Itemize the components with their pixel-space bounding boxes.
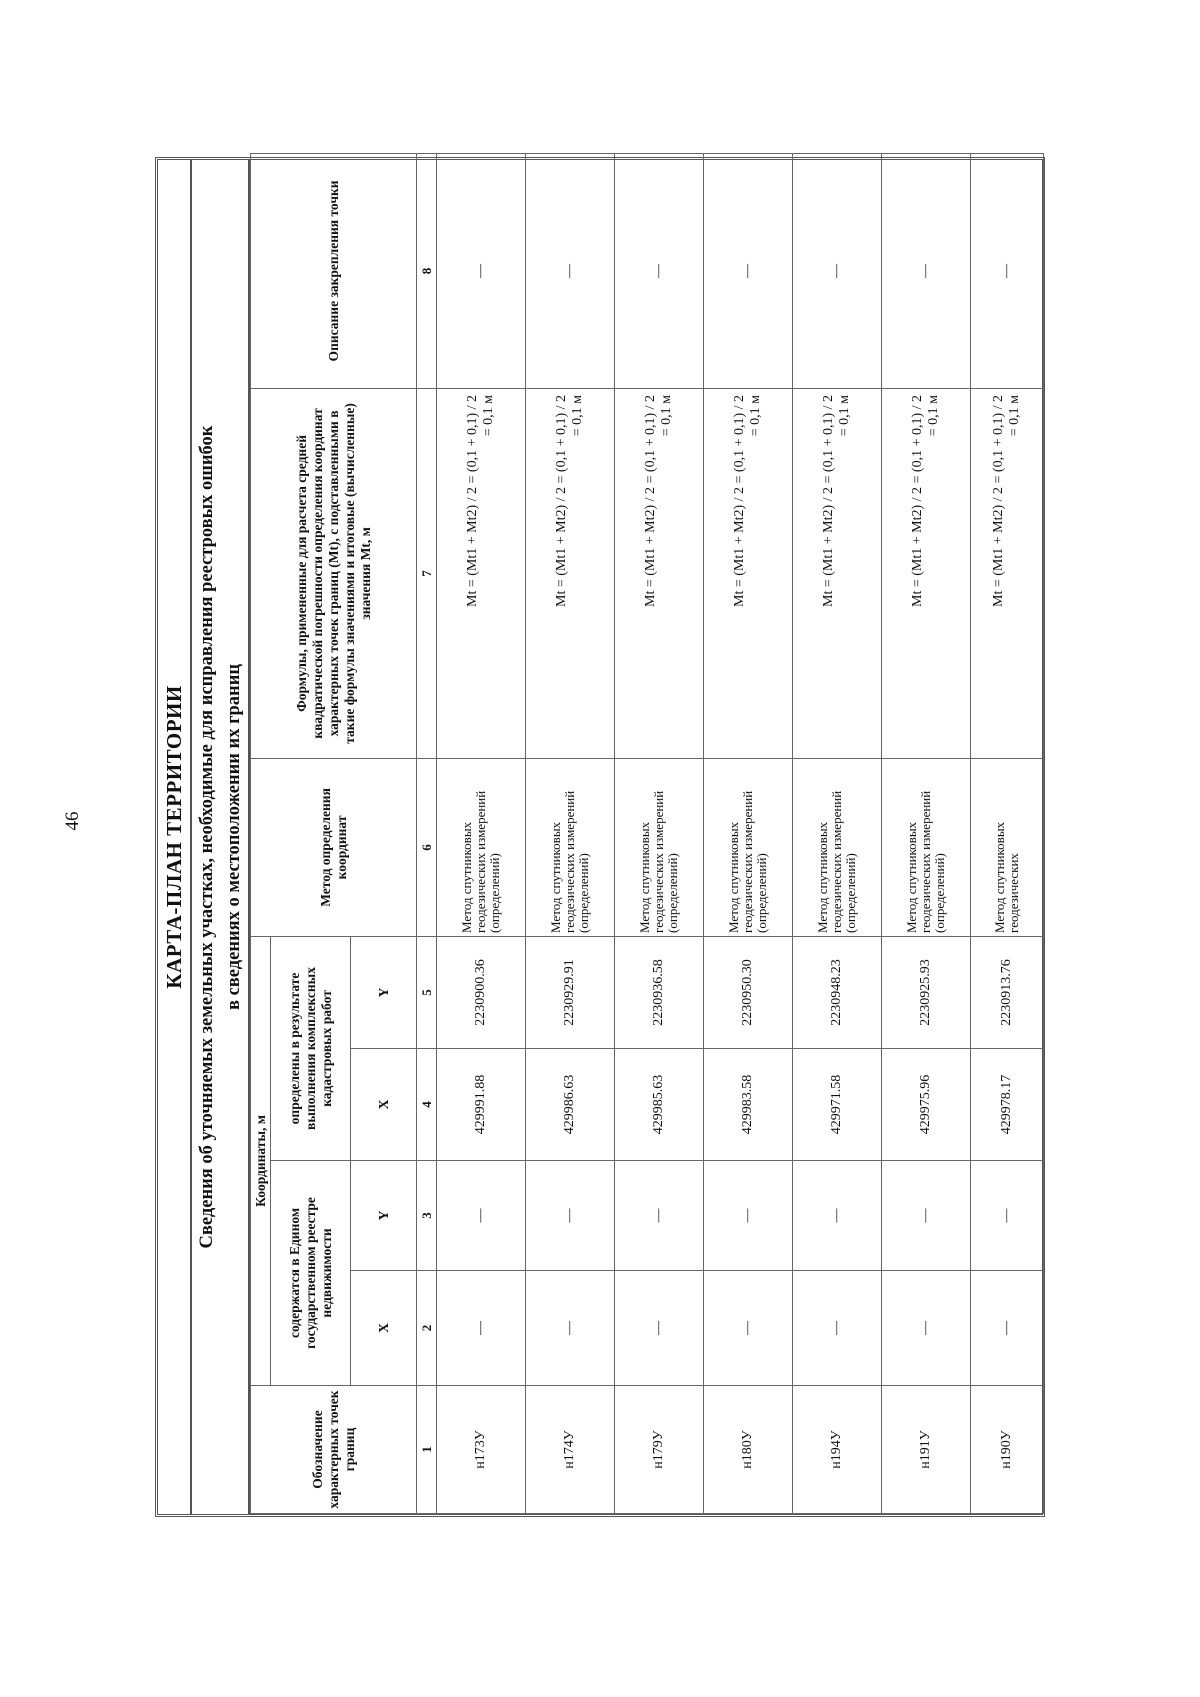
header-x-kadastr: X [351, 1049, 417, 1161]
table-row [971, 153, 1044, 1513]
point-cell: н191У [882, 1386, 971, 1514]
column-number: 1 [417, 1386, 437, 1514]
table-row [615, 153, 704, 1513]
x-cell: 429986.63 [526, 1049, 615, 1161]
formula-result: = 0,1 м [1007, 394, 1022, 437]
x-cell: 429983.58 [704, 1049, 793, 1161]
point-cell: н180У [704, 1386, 793, 1514]
column-number: 7 [417, 388, 437, 758]
formula-text: Mt = (Mt1 + Mt2) / 2 = (0,1 + 0,1) / 2 [910, 394, 925, 607]
header-egrn: содержатся в Едином государственном реестре недвижимости [271, 1161, 351, 1386]
description-cell: — [437, 153, 526, 388]
table-row [704, 153, 793, 1513]
y-egrn-cell: — [437, 1161, 526, 1271]
formula-cell [526, 388, 615, 758]
header-kadastr: определены в результате выполнения комплексных кадастровых работ [271, 936, 351, 1160]
x-cell: 429971.58 [793, 1049, 882, 1161]
formula-text: Mt = (Mt1 + Mt2) / 2 = (0,1 + 0,1) / 2 [465, 394, 480, 607]
subtitle-line-1: Сведения об уточняемых земельных участках, необходимые для исправления реестровых ошибок [197, 425, 217, 1249]
formula-result: = 0,1 м [837, 394, 852, 437]
method-cell: Метод спутниковых геодезических [971, 758, 1044, 936]
formula-text: Mt = (Mt1 + Mt2) / 2 = (0,1 + 0,1) / 2 [991, 394, 1006, 607]
x-egrn-cell: — [615, 1271, 704, 1386]
rotated-document [155, 157, 1045, 1517]
formula-result: = 0,1 м [659, 394, 674, 437]
header-y-kadastr: Y [351, 936, 417, 1048]
x-cell: 429978.17 [971, 1049, 1044, 1161]
y-egrn-cell: — [793, 1161, 882, 1271]
subtitle-line-2: в сведениях о местоположении их границ [224, 663, 244, 1011]
y-cell: 2230950.30 [704, 936, 793, 1048]
y-egrn-cell: — [526, 1161, 615, 1271]
formula-result: = 0,1 м [481, 394, 496, 437]
point-cell: н190У [971, 1386, 1044, 1514]
column-number: 8 [417, 153, 437, 388]
x-egrn-cell: — [704, 1271, 793, 1386]
formula-cell [615, 388, 704, 758]
method-cell: Метод спутниковых геодезических измерений (определений) [793, 758, 882, 936]
document-subtitle [192, 160, 250, 1514]
x-cell: 429975.96 [882, 1049, 971, 1161]
y-egrn-cell: — [704, 1161, 793, 1271]
table-row [793, 153, 882, 1513]
point-cell: н194У [793, 1386, 882, 1514]
formula-result: = 0,1 м [570, 394, 585, 437]
method-cell: Метод спутниковых геодезических измерений (определений) [526, 758, 615, 936]
y-cell: 2230948.23 [793, 936, 882, 1048]
table-row [526, 153, 615, 1513]
y-egrn-cell: — [882, 1161, 971, 1271]
x-egrn-cell: — [882, 1271, 971, 1386]
formula-cell [793, 388, 882, 758]
y-cell: 2230929.91 [526, 936, 615, 1048]
formula-result: = 0,1 м [926, 394, 941, 437]
column-number: 5 [417, 936, 437, 1048]
x-cell: 429985.63 [615, 1049, 704, 1161]
y-cell: 2230900.36 [437, 936, 526, 1048]
description-cell: — [793, 153, 882, 388]
y-egrn-cell: — [615, 1161, 704, 1271]
formula-cell [882, 388, 971, 758]
table-body [437, 153, 1044, 1513]
column-number: 2 [417, 1271, 437, 1386]
header-formula: Формулы, примененные для расчета средней квадратической погрешности определения координат характерных точек границ (Mt), с подставленными в такие формулы значениями и итоговые (вычисленные) значения Mt, м [251, 388, 417, 758]
formula-text: Mt = (Mt1 + Mt2) / 2 = (0,1 + 0,1) / 2 [732, 394, 747, 607]
formula-cell [704, 388, 793, 758]
page-number: 46 [62, 811, 83, 831]
header-method: Метод определения координат [251, 758, 417, 936]
description-cell: — [615, 153, 704, 388]
header-description: Описание закрепления точки [251, 153, 417, 388]
column-number: 6 [417, 758, 437, 936]
y-cell: 2230925.93 [882, 936, 971, 1048]
y-cell: 2230936.58 [615, 936, 704, 1048]
description-cell: — [704, 153, 793, 388]
header-point: Обозначение характерных точек границ [251, 1386, 417, 1514]
header-coords: Координаты, м [251, 936, 271, 1385]
description-cell: — [882, 153, 971, 388]
x-egrn-cell: — [526, 1271, 615, 1386]
document-title: КАРТА-ПЛАН ТЕРРИТОРИИ [158, 160, 192, 1514]
table-row [437, 153, 526, 1513]
description-cell: — [971, 153, 1044, 388]
x-egrn-cell: — [437, 1271, 526, 1386]
method-cell: Метод спутниковых геодезических измерений (определений) [882, 758, 971, 936]
method-cell: Метод спутниковых геодезических измерений (определений) [615, 758, 704, 936]
formula-text: Mt = (Mt1 + Mt2) / 2 = (0,1 + 0,1) / 2 [643, 394, 658, 607]
column-number: 3 [417, 1161, 437, 1271]
kadastr-sheet [155, 157, 1045, 1517]
column-number: 4 [417, 1049, 437, 1161]
header-x-egrn: X [351, 1271, 417, 1386]
method-cell: Метод спутниковых геодезических измерений (определений) [437, 758, 526, 936]
column-number-row [417, 153, 437, 1513]
formula-text: Mt = (Mt1 + Mt2) / 2 = (0,1 + 0,1) / 2 [554, 394, 569, 607]
x-cell: 429991.88 [437, 1049, 526, 1161]
formula-text: Mt = (Mt1 + Mt2) / 2 = (0,1 + 0,1) / 2 [821, 394, 836, 607]
point-cell: н173У [437, 1386, 526, 1514]
formula-cell [971, 388, 1044, 758]
point-cell: н179У [615, 1386, 704, 1514]
formula-cell [437, 388, 526, 758]
formula-result: = 0,1 м [748, 394, 763, 437]
y-cell: 2230913.76 [971, 936, 1044, 1048]
coordinates-table [250, 153, 1044, 1514]
x-egrn-cell: — [971, 1271, 1044, 1386]
header-y-egrn: Y [351, 1161, 417, 1271]
table-row [882, 153, 971, 1513]
x-egrn-cell: — [793, 1271, 882, 1386]
y-egrn-cell: — [971, 1161, 1044, 1271]
method-cell: Метод спутниковых геодезических измерений (определений) [704, 758, 793, 936]
description-cell: — [526, 153, 615, 388]
point-cell: н174У [526, 1386, 615, 1514]
